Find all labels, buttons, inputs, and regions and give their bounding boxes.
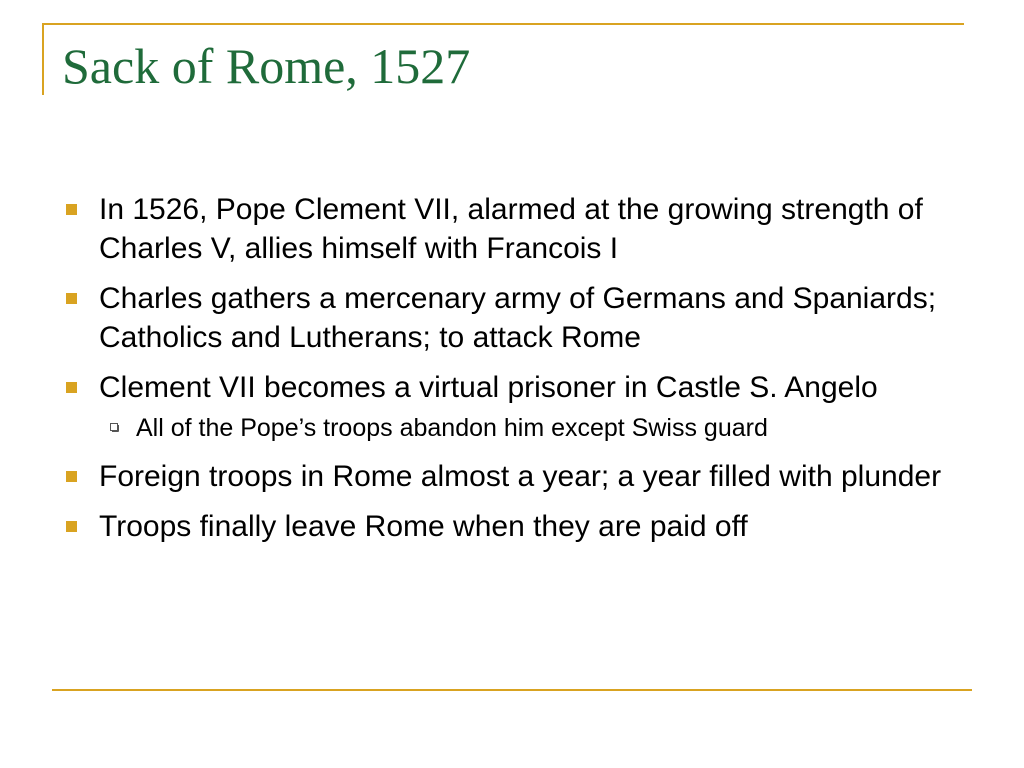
bullet-text: In 1526, Pope Clement VII, alarmed at the growing strength of Charles V, allies himself with Francois I <box>99 193 923 265</box>
bullet-item <box>62 279 962 357</box>
bullet-item <box>62 507 962 546</box>
bullet-text: Charles gathers a mercenary army of Germans and Spaniards; Catholics and Lutherans; to attack Rome <box>99 282 937 354</box>
bottom-rule <box>52 689 972 691</box>
top-rule <box>42 23 964 25</box>
square-bullet-icon <box>66 293 77 304</box>
bullet-item <box>62 368 962 407</box>
left-rule <box>42 23 44 95</box>
bullet-text: Troops finally leave Rome when they are paid off <box>99 510 748 543</box>
hollow-square-bullet-icon <box>110 423 119 432</box>
bullet-item <box>62 457 962 496</box>
sub-bullet-text: All of the Pope’s troops abandon him except Swiss guard <box>136 414 768 442</box>
sub-bullet-item <box>62 410 962 446</box>
slide-title: Sack of Rome, 1527 <box>62 38 471 94</box>
bullet-text: Foreign troops in Rome almost a year; a year filled with plunder <box>99 460 942 493</box>
bullet-text: Clement VII becomes a virtual prisoner in Castle S. Angelo <box>99 371 878 404</box>
bullet-item <box>62 190 962 268</box>
square-bullet-icon <box>66 204 77 215</box>
bullet-list <box>62 190 962 557</box>
square-bullet-icon <box>66 382 77 393</box>
square-bullet-icon <box>66 471 77 482</box>
square-bullet-icon <box>66 521 77 532</box>
